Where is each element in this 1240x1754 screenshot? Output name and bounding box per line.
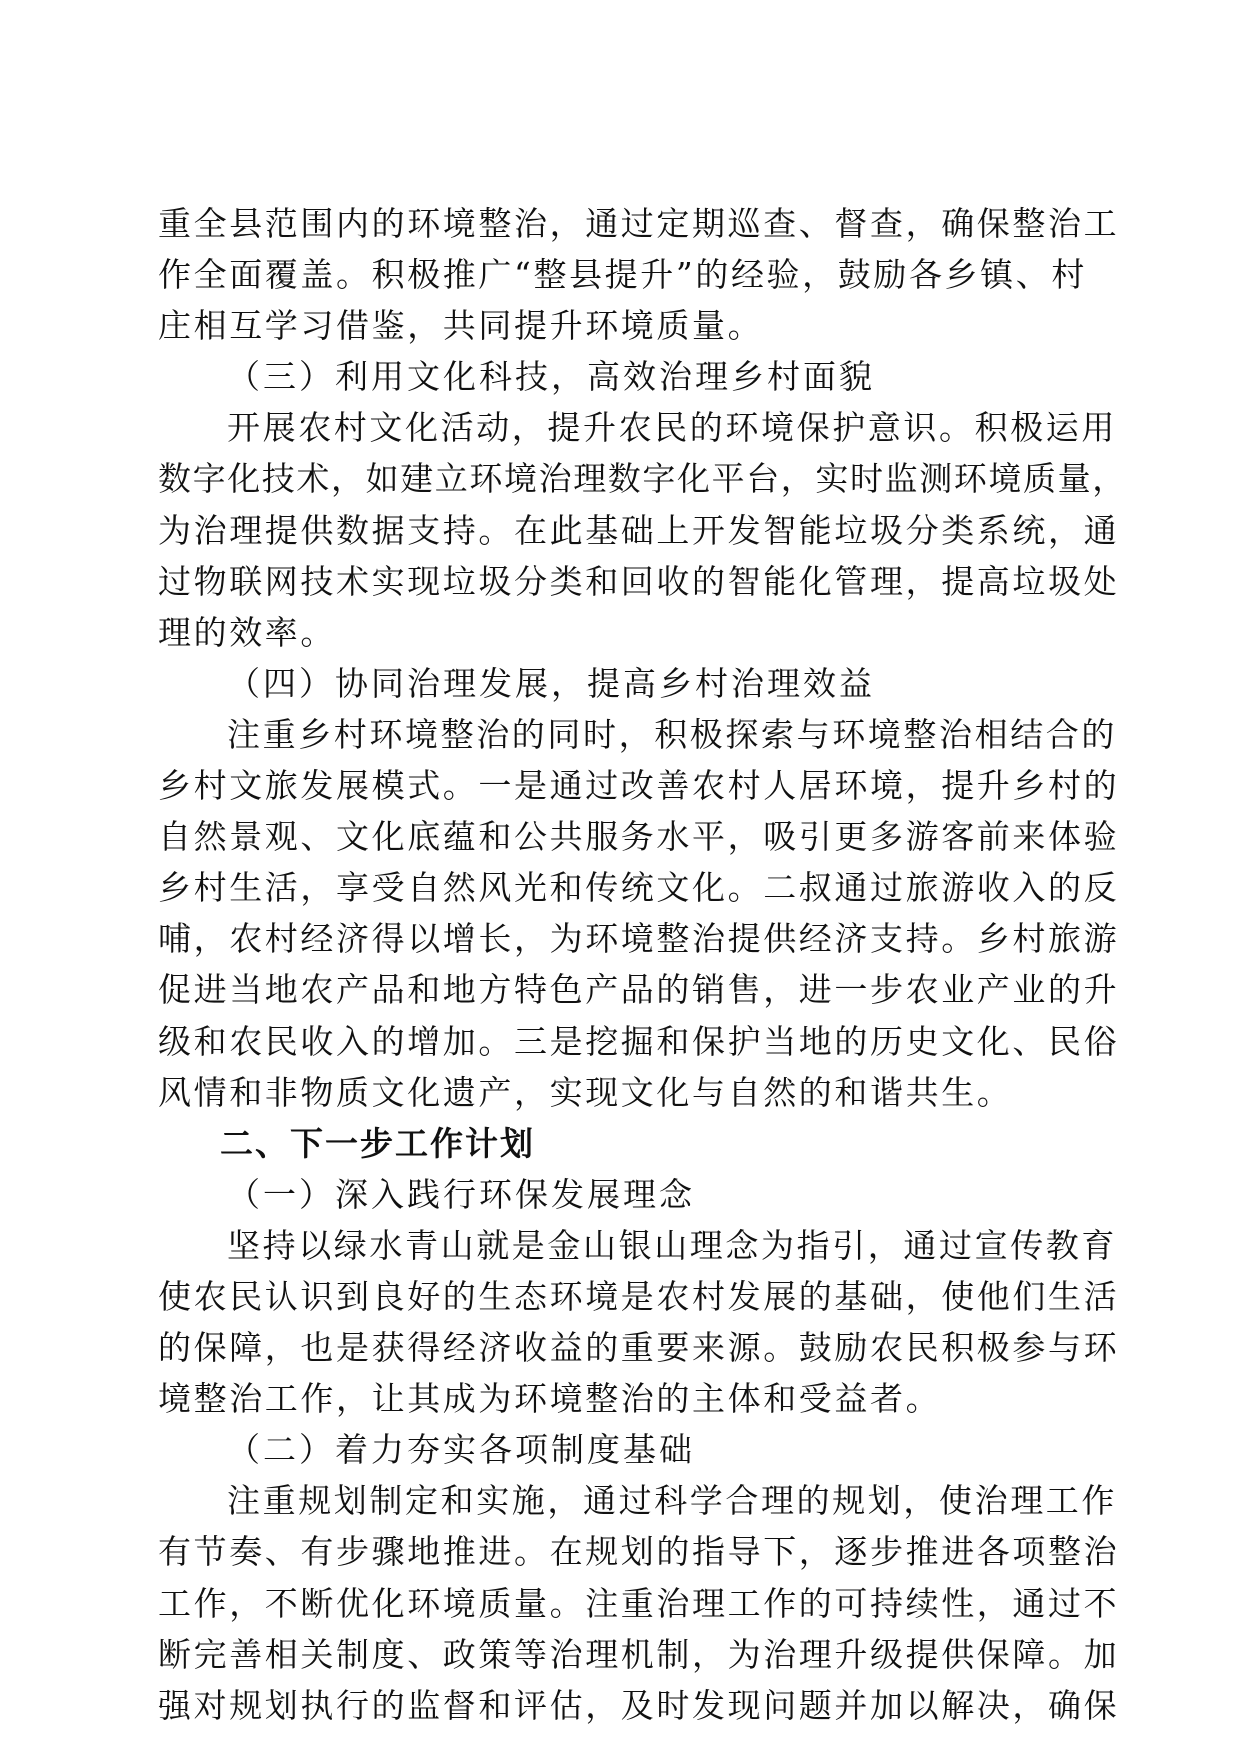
body-text-line: 级和农民收入的增加。三是挖掘和保护当地的历史文化、民俗 xyxy=(158,1021,1120,1061)
body-text-line: 为治理提供数据支持。在此基础上开发智能垃圾分类系统，通 xyxy=(158,510,1120,550)
section-heading-2: 二、下一步工作计划 xyxy=(220,1123,535,1163)
body-text-line: 乡村文旅发展模式。一是通过改善农村人居环境，提升乡村的 xyxy=(158,766,1120,806)
paragraph-first-line: 注重规划制定和实施，通过科学合理的规划，使治理工作 xyxy=(227,1481,1117,1521)
body-text-line: 使农民认识到良好的生态环境是农村发展的基础，使他们生活 xyxy=(158,1276,1120,1316)
body-text-line: 风情和非物质文化遗产，实现文化与自然的和谐共生。 xyxy=(158,1072,1013,1112)
body-text-line: 断完善相关制度、政策等治理机制，为治理升级提供保障。加 xyxy=(158,1634,1120,1674)
body-text-line: 促进当地农产品和地方特色产品的销售，进一步农业产业的升 xyxy=(158,970,1120,1010)
body-text-line: 过物联网技术实现垃圾分类和回收的智能化管理，提高垃圾处 xyxy=(158,561,1120,601)
body-text-line: 重全县范围内的环境整治，通过定期巡查、督查，确保整治工 xyxy=(158,204,1120,243)
body-text-line: 乡村生活，享受自然风光和传统文化。二叔通过旅游收入的反 xyxy=(158,868,1120,908)
body-text-line: 强对规划执行的监督和评估，及时发现问题并加以解决，确保 xyxy=(158,1685,1120,1725)
document-body xyxy=(158,198,1127,1731)
body-text-line: 理的效率。 xyxy=(158,612,336,652)
subsection-heading-1: （一）深入践行环保发展理念 xyxy=(227,1174,695,1214)
subsection-heading-2: （二）着力夯实各项制度基础 xyxy=(227,1430,695,1470)
paragraph-first-line: 坚持以绿水青山就是金山银山理念为指引，通过宣传教育 xyxy=(227,1225,1117,1265)
body-text-line: 数字化技术，如建立环境治理数字化平台，实时监测环境质量， xyxy=(158,459,1127,499)
body-text-line: 哺，农村经济得以增长，为环境整治提供经济支持。乡村旅游 xyxy=(158,919,1120,959)
body-text-line: 境整治工作，让其成为环境整治的主体和受益者。 xyxy=(158,1379,942,1419)
body-text-line: 工作，不断优化环境质量。注重治理工作的可持续性，通过不 xyxy=(158,1583,1120,1623)
body-text-line: 自然景观、文化底蕴和公共服务水平，吸引更多游客前来体验 xyxy=(158,817,1120,857)
paragraph-first-line: 开展农村文化活动，提升农民的环境保护意识。积极运用 xyxy=(227,408,1117,448)
body-text-line: 有节奏、有步骤地推进。在规划的指导下，逐步推进各项整治 xyxy=(158,1532,1120,1572)
body-text-line: 庄相互学习借鉴，共同提升环境质量。 xyxy=(158,306,764,346)
subsection-heading-4: （四）协同治理发展，提高乡村治理效益 xyxy=(227,663,875,703)
body-text-line: 作全面覆盖。积极推广“整县提升”的经验，鼓励各乡镇、村 xyxy=(158,255,1087,295)
subsection-heading-3: （三）利用文化科技，高效治理乡村面貌 xyxy=(227,357,875,397)
paragraph-first-line: 注重乡村环境整治的同时，积极探索与环境整治相结合的 xyxy=(227,714,1117,754)
body-text-line: 的保障，也是获得经济收益的重要来源。鼓励农民积极参与环 xyxy=(158,1328,1120,1368)
